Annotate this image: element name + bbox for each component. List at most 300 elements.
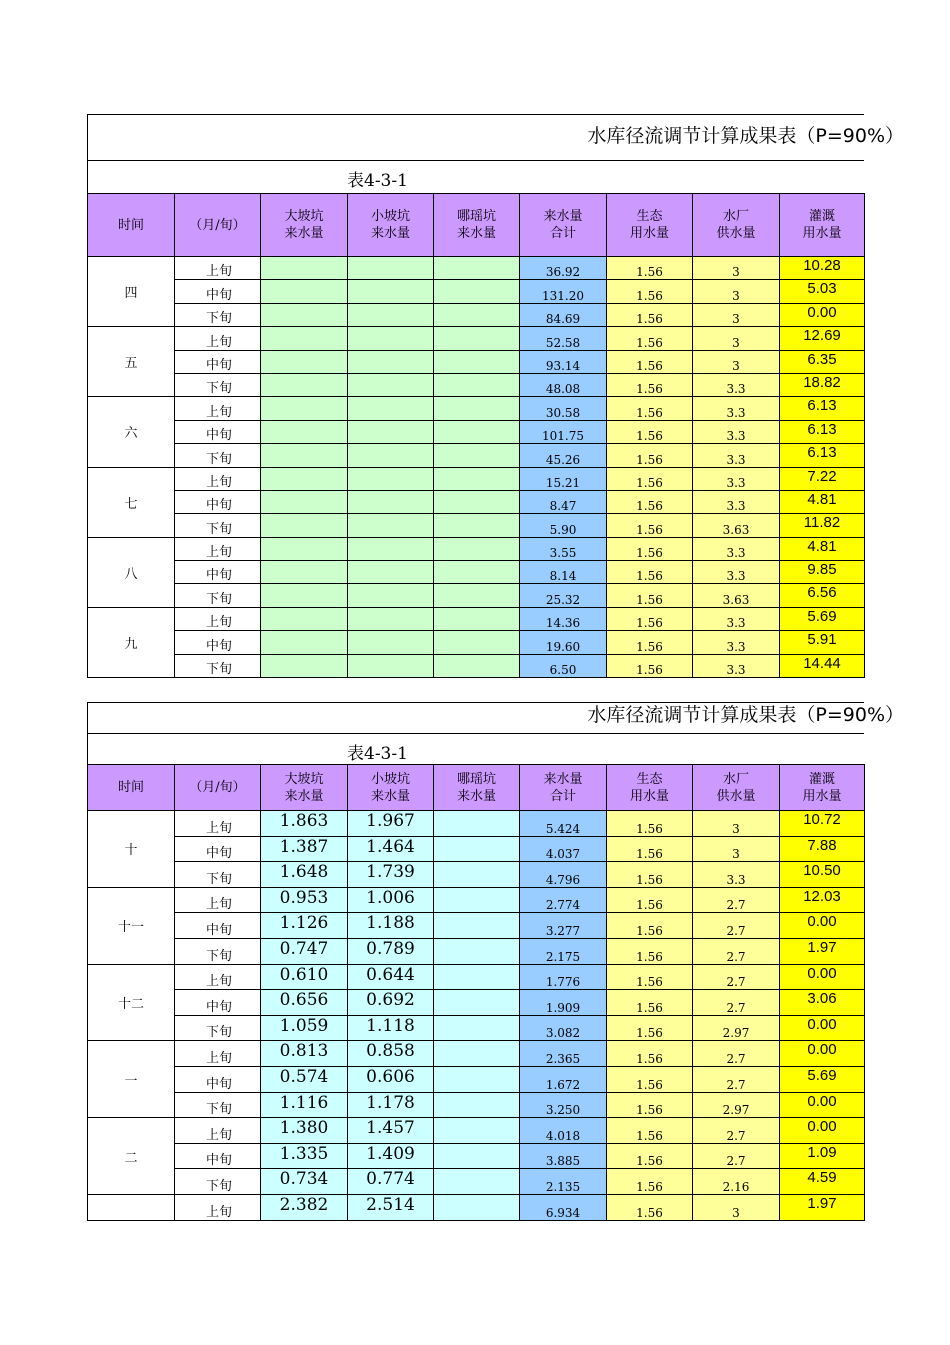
- period-cell: 中旬: [175, 990, 261, 1016]
- xiaopokeng-cell: 1.409: [348, 1143, 434, 1169]
- subtitle-row: [87, 161, 864, 193]
- irrigation-cell: 4.81: [780, 490, 865, 513]
- total-inflow-cell: 84.69: [520, 303, 607, 326]
- period-cell: 下旬: [175, 938, 261, 964]
- table-body: [88, 257, 865, 678]
- ecological-cell: 1.56: [607, 1143, 693, 1169]
- table-row: [88, 467, 865, 490]
- dapokeng-cell: [261, 444, 348, 467]
- table-row: [88, 350, 865, 373]
- total-inflow-cell: 3.082: [520, 1015, 607, 1041]
- xiaopokeng-cell: 1.006: [348, 887, 434, 913]
- water-plant-cell: 3.3: [693, 607, 780, 630]
- xiaopokeng-cell: [348, 444, 434, 467]
- irrigation-cell: 11.82: [780, 514, 865, 537]
- table-sheet-2: [87, 702, 904, 1221]
- title-row: [87, 702, 904, 734]
- water-plant-cell: 3.3: [693, 631, 780, 654]
- xiaopokeng-cell: 0.606: [348, 1066, 434, 1092]
- header-total-inflow: 来水量 合计: [520, 765, 607, 811]
- water-plant-cell: 3.3: [693, 420, 780, 443]
- xiaopokeng-cell: [348, 561, 434, 584]
- total-inflow-cell: 8.47: [520, 490, 607, 513]
- total-inflow-cell: 25.32: [520, 584, 607, 607]
- period-cell: 下旬: [175, 373, 261, 396]
- ecological-cell: 1.56: [607, 420, 693, 443]
- header-dapokeng: 大坡坑 来水量: [261, 765, 348, 811]
- xiaopokeng-cell: [348, 584, 434, 607]
- header-ecological: 生态 用水量: [607, 194, 693, 257]
- month-cell: 七: [88, 467, 175, 537]
- ecological-cell: 1.56: [607, 607, 693, 630]
- period-cell: 上旬: [175, 537, 261, 560]
- xiaopokeng-cell: 1.464: [348, 836, 434, 862]
- water-plant-cell: 2.7: [693, 913, 780, 939]
- xiaopokeng-cell: 1.739: [348, 862, 434, 888]
- nayaokeng-cell: [434, 1143, 520, 1169]
- total-inflow-cell: 6.934: [520, 1194, 607, 1220]
- period-cell: 下旬: [175, 654, 261, 677]
- total-inflow-cell: 1.672: [520, 1066, 607, 1092]
- title-row: [87, 114, 904, 161]
- water-plant-cell: 2.16: [693, 1169, 780, 1195]
- total-inflow-cell: 93.14: [520, 350, 607, 373]
- header-time: 时间: [88, 765, 175, 811]
- dapokeng-cell: [261, 373, 348, 396]
- period-cell: 上旬: [175, 811, 261, 837]
- total-inflow-cell: 5.424: [520, 811, 607, 837]
- xiaopokeng-cell: [348, 514, 434, 537]
- header-water-plant: 水厂 供水量: [693, 194, 780, 257]
- water-plant-cell: 2.7: [693, 964, 780, 990]
- xiaopokeng-cell: [348, 631, 434, 654]
- nayaokeng-cell: [434, 584, 520, 607]
- total-inflow-cell: 5.90: [520, 514, 607, 537]
- xiaopokeng-cell: [348, 350, 434, 373]
- dapokeng-cell: 0.813: [261, 1041, 348, 1067]
- water-plant-cell: 2.7: [693, 1066, 780, 1092]
- ecological-cell: 1.56: [607, 1041, 693, 1067]
- table-row: [88, 490, 865, 513]
- ecological-cell: 1.56: [607, 514, 693, 537]
- total-inflow-cell: 52.58: [520, 327, 607, 350]
- xiaopokeng-cell: 0.692: [348, 990, 434, 1016]
- ecological-cell: 1.56: [607, 350, 693, 373]
- nayaokeng-cell: [434, 862, 520, 888]
- table-number: 表4-3-1: [347, 171, 408, 191]
- ecological-cell: 1.56: [607, 257, 693, 280]
- dapokeng-cell: [261, 257, 348, 280]
- nayaokeng-cell: [434, 303, 520, 326]
- period-cell: 上旬: [175, 1194, 261, 1220]
- header-row: [88, 765, 865, 811]
- total-inflow-cell: 45.26: [520, 444, 607, 467]
- ecological-cell: 1.56: [607, 887, 693, 913]
- dapokeng-cell: 1.059: [261, 1015, 348, 1041]
- irrigation-cell: 6.13: [780, 420, 865, 443]
- irrigation-cell: 10.28: [780, 257, 865, 280]
- ecological-cell: 1.56: [607, 654, 693, 677]
- total-inflow-cell: 3.55: [520, 537, 607, 560]
- nayaokeng-cell: [434, 1194, 520, 1220]
- total-inflow-cell: 4.796: [520, 862, 607, 888]
- period-cell: 上旬: [175, 397, 261, 420]
- nayaokeng-cell: [434, 631, 520, 654]
- header-dapokeng: 大坡坑 来水量: [261, 194, 348, 257]
- water-plant-cell: 3.3: [693, 373, 780, 396]
- dapokeng-cell: [261, 561, 348, 584]
- table-title: 水库径流调节计算成果表（P=90%）: [587, 704, 904, 726]
- water-plant-cell: 3.3: [693, 490, 780, 513]
- nayaokeng-cell: [434, 938, 520, 964]
- header-nayaokeng: 哪瑶坑 来水量: [434, 765, 520, 811]
- table-row: [88, 303, 865, 326]
- irrigation-cell: 0.00: [780, 303, 865, 326]
- total-inflow-cell: 1.909: [520, 990, 607, 1016]
- ecological-cell: 1.56: [607, 397, 693, 420]
- ecological-cell: 1.56: [607, 964, 693, 990]
- ecological-cell: 1.56: [607, 1092, 693, 1118]
- total-inflow-cell: 1.776: [520, 964, 607, 990]
- ecological-cell: 1.56: [607, 1015, 693, 1041]
- total-inflow-cell: 30.58: [520, 397, 607, 420]
- xiaopokeng-cell: 0.644: [348, 964, 434, 990]
- period-cell: 上旬: [175, 964, 261, 990]
- month-cell: 四: [88, 257, 175, 327]
- nayaokeng-cell: [434, 1066, 520, 1092]
- water-plant-cell: 2.7: [693, 1041, 780, 1067]
- water-plant-cell: 3.63: [693, 584, 780, 607]
- period-cell: 下旬: [175, 1169, 261, 1195]
- irrigation-cell: 1.97: [780, 938, 865, 964]
- table-row: [88, 1169, 865, 1195]
- water-plant-cell: 3.3: [693, 537, 780, 560]
- water-plant-cell: 3.3: [693, 862, 780, 888]
- table-row: [88, 1066, 865, 1092]
- water-plant-cell: 3.63: [693, 514, 780, 537]
- nayaokeng-cell: [434, 990, 520, 1016]
- ecological-cell: 1.56: [607, 561, 693, 584]
- xiaopokeng-cell: [348, 537, 434, 560]
- irrigation-cell: 18.82: [780, 373, 865, 396]
- irrigation-cell: 5.69: [780, 607, 865, 630]
- water-plant-cell: 3: [693, 1194, 780, 1220]
- table-row: [88, 862, 865, 888]
- xiaopokeng-cell: [348, 327, 434, 350]
- ecological-cell: 1.56: [607, 373, 693, 396]
- water-plant-cell: 2.7: [693, 990, 780, 1016]
- period-cell: 下旬: [175, 1015, 261, 1041]
- ecological-cell: 1.56: [607, 327, 693, 350]
- dapokeng-cell: [261, 654, 348, 677]
- header-xiaopokeng: 小坡坑 来水量: [348, 765, 434, 811]
- ecological-cell: 1.56: [607, 938, 693, 964]
- nayaokeng-cell: [434, 327, 520, 350]
- nayaokeng-cell: [434, 537, 520, 560]
- table-row: [88, 1092, 865, 1118]
- table-row: [88, 990, 865, 1016]
- water-plant-cell: 2.97: [693, 1015, 780, 1041]
- nayaokeng-cell: [434, 444, 520, 467]
- water-plant-cell: 3: [693, 280, 780, 303]
- table-row: [88, 280, 865, 303]
- xiaopokeng-cell: [348, 654, 434, 677]
- irrigation-cell: 0.00: [780, 1041, 865, 1067]
- period-cell: 中旬: [175, 350, 261, 373]
- table-row: [88, 913, 865, 939]
- nayaokeng-cell: [434, 1041, 520, 1067]
- irrigation-cell: 4.81: [780, 537, 865, 560]
- irrigation-cell: 6.35: [780, 350, 865, 373]
- header-total-inflow: 来水量 合计: [520, 194, 607, 257]
- header-irrigation: 灌溉 用水量: [780, 194, 865, 257]
- ecological-cell: 1.56: [607, 631, 693, 654]
- water-plant-cell: 2.7: [693, 938, 780, 964]
- irrigation-cell: 6.56: [780, 584, 865, 607]
- xiaopokeng-cell: [348, 607, 434, 630]
- nayaokeng-cell: [434, 964, 520, 990]
- period-cell: 中旬: [175, 1066, 261, 1092]
- table-row: [88, 631, 865, 654]
- dapokeng-cell: 0.610: [261, 964, 348, 990]
- period-cell: 上旬: [175, 1118, 261, 1144]
- period-cell: 中旬: [175, 913, 261, 939]
- xiaopokeng-cell: 1.967: [348, 811, 434, 837]
- irrigation-cell: 9.85: [780, 561, 865, 584]
- total-inflow-cell: 2.135: [520, 1169, 607, 1195]
- total-inflow-cell: 131.20: [520, 280, 607, 303]
- table-row: [88, 654, 865, 677]
- nayaokeng-cell: [434, 1015, 520, 1041]
- dapokeng-cell: 0.656: [261, 990, 348, 1016]
- xiaopokeng-cell: 1.178: [348, 1092, 434, 1118]
- dapokeng-cell: 0.953: [261, 887, 348, 913]
- ecological-cell: 1.56: [607, 1194, 693, 1220]
- water-plant-cell: 3: [693, 257, 780, 280]
- table-row: [88, 444, 865, 467]
- irrigation-cell: 0.00: [780, 964, 865, 990]
- irrigation-cell: 4.59: [780, 1169, 865, 1195]
- header-ecological: 生态 用水量: [607, 765, 693, 811]
- table-row: [88, 373, 865, 396]
- dapokeng-cell: 1.863: [261, 811, 348, 837]
- period-cell: 中旬: [175, 490, 261, 513]
- nayaokeng-cell: [434, 467, 520, 490]
- table-row: [88, 964, 865, 990]
- total-inflow-cell: 36.92: [520, 257, 607, 280]
- dapokeng-cell: 0.574: [261, 1066, 348, 1092]
- irrigation-cell: 1.97: [780, 1194, 865, 1220]
- water-plant-cell: 3: [693, 327, 780, 350]
- subtitle-row: [87, 734, 864, 764]
- period-cell: 下旬: [175, 862, 261, 888]
- water-plant-cell: 3: [693, 836, 780, 862]
- nayaokeng-cell: [434, 811, 520, 837]
- xiaopokeng-cell: [348, 397, 434, 420]
- irrigation-cell: 7.88: [780, 836, 865, 862]
- table-row: [88, 607, 865, 630]
- xiaopokeng-cell: [348, 280, 434, 303]
- dapokeng-cell: 1.116: [261, 1092, 348, 1118]
- month-cell: 六: [88, 397, 175, 467]
- total-inflow-cell: 2.175: [520, 938, 607, 964]
- table-body: [88, 811, 865, 1221]
- ecological-cell: 1.56: [607, 836, 693, 862]
- table-row: [88, 811, 865, 837]
- irrigation-cell: 0.00: [780, 913, 865, 939]
- nayaokeng-cell: [434, 1169, 520, 1195]
- dapokeng-cell: [261, 607, 348, 630]
- dapokeng-cell: [261, 514, 348, 537]
- water-plant-cell: 3.3: [693, 467, 780, 490]
- period-cell: 中旬: [175, 561, 261, 584]
- nayaokeng-cell: [434, 913, 520, 939]
- dapokeng-cell: [261, 584, 348, 607]
- dapokeng-cell: [261, 327, 348, 350]
- irrigation-cell: 6.13: [780, 444, 865, 467]
- irrigation-cell: 1.09: [780, 1143, 865, 1169]
- irrigation-cell: 3.06: [780, 990, 865, 1016]
- ecological-cell: 1.56: [607, 467, 693, 490]
- total-inflow-cell: 3.277: [520, 913, 607, 939]
- period-cell: 上旬: [175, 887, 261, 913]
- irrigation-cell: 14.44: [780, 654, 865, 677]
- month-cell: 十: [88, 811, 175, 888]
- period-cell: 中旬: [175, 1143, 261, 1169]
- xiaopokeng-cell: 0.774: [348, 1169, 434, 1195]
- header-time: 时间: [88, 194, 175, 257]
- dapokeng-cell: [261, 303, 348, 326]
- table-row: [88, 420, 865, 443]
- ecological-cell: 1.56: [607, 1169, 693, 1195]
- irrigation-cell: 0.00: [780, 1118, 865, 1144]
- period-cell: 下旬: [175, 444, 261, 467]
- table-row: [88, 537, 865, 560]
- ecological-cell: 1.56: [607, 584, 693, 607]
- irrigation-cell: 5.69: [780, 1066, 865, 1092]
- table-row: [88, 514, 865, 537]
- nayaokeng-cell: [434, 350, 520, 373]
- period-cell: 上旬: [175, 467, 261, 490]
- period-cell: 下旬: [175, 514, 261, 537]
- dapokeng-cell: 2.382: [261, 1194, 348, 1220]
- ecological-cell: 1.56: [607, 280, 693, 303]
- table-row: [88, 938, 865, 964]
- water-plant-cell: 3.3: [693, 444, 780, 467]
- month-cell: 十一: [88, 887, 175, 964]
- total-inflow-cell: 2.774: [520, 887, 607, 913]
- period-cell: 上旬: [175, 257, 261, 280]
- month-cell: 十二: [88, 964, 175, 1041]
- irrigation-cell: 12.69: [780, 327, 865, 350]
- table-row: [88, 1015, 865, 1041]
- header-row: [88, 194, 865, 257]
- nayaokeng-cell: [434, 1118, 520, 1144]
- table-number: 表4-3-1: [347, 744, 408, 764]
- data-table: [87, 764, 865, 1221]
- dapokeng-cell: 1.335: [261, 1143, 348, 1169]
- xiaopokeng-cell: [348, 373, 434, 396]
- total-inflow-cell: 3.250: [520, 1092, 607, 1118]
- water-plant-cell: 2.7: [693, 1118, 780, 1144]
- header-irrigation: 灌溉 用水量: [780, 765, 865, 811]
- water-plant-cell: 3.3: [693, 654, 780, 677]
- xiaopokeng-cell: 2.514: [348, 1194, 434, 1220]
- table-row: [88, 561, 865, 584]
- water-plant-cell: 3.3: [693, 397, 780, 420]
- water-plant-cell: 3: [693, 303, 780, 326]
- irrigation-cell: 5.03: [780, 280, 865, 303]
- xiaopokeng-cell: 0.789: [348, 938, 434, 964]
- table-row: [88, 1143, 865, 1169]
- dapokeng-cell: 0.747: [261, 938, 348, 964]
- total-inflow-cell: 3.885: [520, 1143, 607, 1169]
- header-xiaopokeng: 小坡坑 来水量: [348, 194, 434, 257]
- xiaopokeng-cell: 1.118: [348, 1015, 434, 1041]
- ecological-cell: 1.56: [607, 1118, 693, 1144]
- header-unit: （月/旬）: [175, 194, 261, 257]
- dapokeng-cell: 1.648: [261, 862, 348, 888]
- table-row: [88, 1041, 865, 1067]
- month-cell: 八: [88, 537, 175, 607]
- ecological-cell: 1.56: [607, 303, 693, 326]
- water-plant-cell: 3: [693, 350, 780, 373]
- water-plant-cell: 2.7: [693, 1143, 780, 1169]
- ecological-cell: 1.56: [607, 862, 693, 888]
- xiaopokeng-cell: 1.457: [348, 1118, 434, 1144]
- nayaokeng-cell: [434, 280, 520, 303]
- period-cell: 上旬: [175, 327, 261, 350]
- table-row: [88, 836, 865, 862]
- total-inflow-cell: 48.08: [520, 373, 607, 396]
- nayaokeng-cell: [434, 257, 520, 280]
- dapokeng-cell: 1.387: [261, 836, 348, 862]
- dapokeng-cell: [261, 467, 348, 490]
- dapokeng-cell: 1.380: [261, 1118, 348, 1144]
- nayaokeng-cell: [434, 1092, 520, 1118]
- total-inflow-cell: 15.21: [520, 467, 607, 490]
- table-row: [88, 257, 865, 280]
- month-cell: [88, 1194, 175, 1220]
- water-plant-cell: 2.7: [693, 887, 780, 913]
- xiaopokeng-cell: 0.858: [348, 1041, 434, 1067]
- ecological-cell: 1.56: [607, 490, 693, 513]
- nayaokeng-cell: [434, 373, 520, 396]
- month-cell: 二: [88, 1118, 175, 1195]
- irrigation-cell: 0.00: [780, 1092, 865, 1118]
- table-row: [88, 327, 865, 350]
- period-cell: 上旬: [175, 607, 261, 630]
- water-plant-cell: 3.3: [693, 561, 780, 584]
- period-cell: 下旬: [175, 303, 261, 326]
- nayaokeng-cell: [434, 654, 520, 677]
- period-cell: 上旬: [175, 1041, 261, 1067]
- ecological-cell: 1.56: [607, 811, 693, 837]
- ecological-cell: 1.56: [607, 537, 693, 560]
- water-plant-cell: 2.97: [693, 1092, 780, 1118]
- xiaopokeng-cell: [348, 490, 434, 513]
- month-cell: 一: [88, 1041, 175, 1118]
- dapokeng-cell: [261, 420, 348, 443]
- nayaokeng-cell: [434, 420, 520, 443]
- nayaokeng-cell: [434, 490, 520, 513]
- table-row: [88, 584, 865, 607]
- dapokeng-cell: [261, 397, 348, 420]
- total-inflow-cell: 2.365: [520, 1041, 607, 1067]
- irrigation-cell: 6.13: [780, 397, 865, 420]
- total-inflow-cell: 19.60: [520, 631, 607, 654]
- period-cell: 中旬: [175, 280, 261, 303]
